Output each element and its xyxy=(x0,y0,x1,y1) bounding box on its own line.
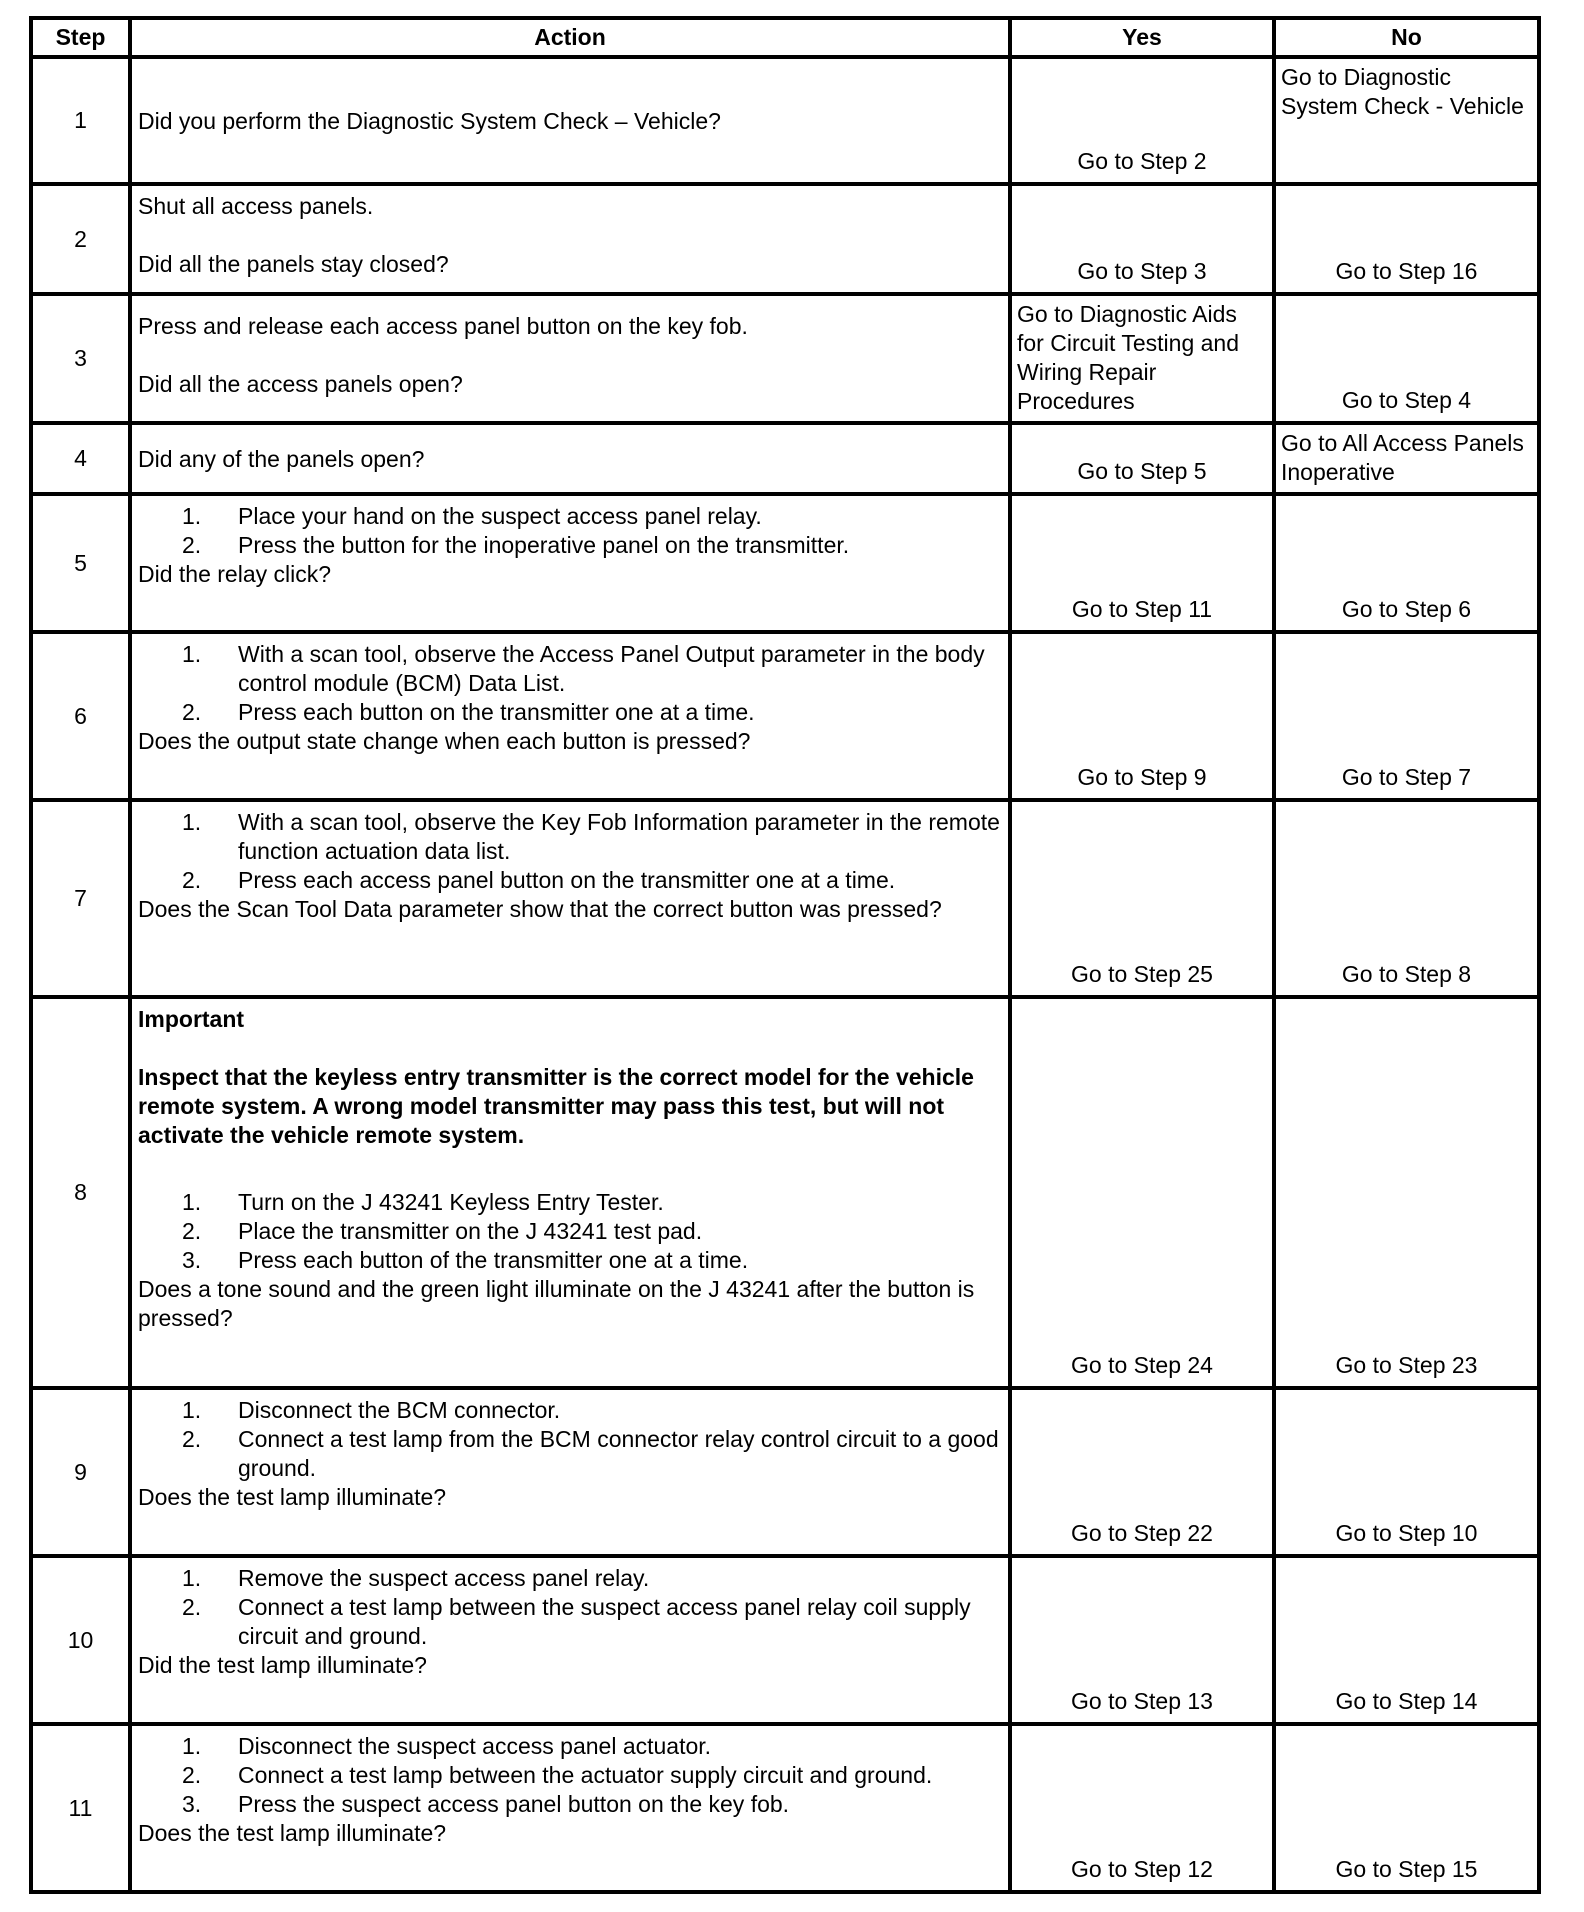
action-cell xyxy=(130,57,1010,184)
no-cell: Go to Step 15 xyxy=(1274,1724,1539,1892)
action-cell xyxy=(130,632,1010,800)
no-cell: Go to Step 23 xyxy=(1274,997,1539,1388)
list-item: 1. Disconnect the BCM connector. xyxy=(182,1397,561,1423)
action-steps xyxy=(138,1732,1002,1819)
no-cell: Go to Step 4 xyxy=(1274,294,1539,423)
action-steps xyxy=(138,640,1002,727)
action-cell xyxy=(130,1388,1010,1556)
action-question: Did all the panels stay closed? xyxy=(138,251,449,277)
yes-cell: Go to Step 24 xyxy=(1010,997,1274,1388)
table-row xyxy=(31,184,1539,294)
action-steps xyxy=(138,1564,1002,1651)
action-question: Did the relay click? xyxy=(138,561,332,587)
step-number: 5 xyxy=(31,494,130,632)
step-number: 9 xyxy=(31,1388,130,1556)
action-cell xyxy=(130,1556,1010,1724)
list-item: 2. Connect a test lamp from the BCM connector relay control circuit to a good ground. xyxy=(182,1426,999,1481)
table-row xyxy=(31,1724,1539,1892)
action-cell xyxy=(130,1724,1010,1892)
list-item: 1. Turn on the J 43241 Keyless Entry Tester. xyxy=(182,1189,664,1215)
diagnostic-table xyxy=(29,16,1541,1894)
step-number: 8 xyxy=(31,997,130,1388)
yes-cell: Go to Step 25 xyxy=(1010,800,1274,997)
table-row xyxy=(31,1388,1539,1556)
yes-cell: Go to Step 5 xyxy=(1010,423,1274,494)
yes-cell: Go to Step 11 xyxy=(1010,494,1274,632)
action-question: Did any of the panels open? xyxy=(138,446,425,472)
action-cell xyxy=(130,294,1010,423)
step-number: 6 xyxy=(31,632,130,800)
list-item: 1. Remove the suspect access panel relay. xyxy=(182,1565,650,1591)
list-item: 2. Press each access panel button on the transmitter one at a time. xyxy=(182,867,896,893)
no-cell: Go to Step 8 xyxy=(1274,800,1539,997)
list-item: 3. Press the suspect access panel button on the key fob. xyxy=(182,1791,790,1817)
table-row xyxy=(31,632,1539,800)
list-item: 2. Connect a test lamp between the suspect access panel relay coil supply circuit and ground. xyxy=(182,1594,971,1649)
no-cell: Go to Diagnostic System Check - Vehicle xyxy=(1274,57,1539,184)
no-cell: Go to Step 7 xyxy=(1274,632,1539,800)
action-intro: Shut all access panels. xyxy=(138,193,374,219)
list-item: 3. Press each button of the transmitter one at a time. xyxy=(182,1247,749,1273)
list-item: 1. Disconnect the suspect access panel actuator. xyxy=(182,1733,712,1759)
yes-cell: Go to Step 3 xyxy=(1010,184,1274,294)
no-cell: Go to Step 6 xyxy=(1274,494,1539,632)
action-steps xyxy=(138,1396,1002,1483)
no-cell: Go to Step 14 xyxy=(1274,1556,1539,1724)
no-cell: Go to Step 10 xyxy=(1274,1388,1539,1556)
list-item: 2. Press each button on the transmitter one at a time. xyxy=(182,699,755,725)
action-cell xyxy=(130,423,1010,494)
step-number: 4 xyxy=(31,423,130,494)
step-number: 7 xyxy=(31,800,130,997)
header-row xyxy=(31,18,1539,57)
table-row xyxy=(31,494,1539,632)
table-row xyxy=(31,1556,1539,1724)
action-question: Does a tone sound and the green light illuminate on the J 43241 after the button is pressed? xyxy=(138,1276,975,1331)
action-cell xyxy=(130,997,1010,1388)
no-cell: Go to Step 16 xyxy=(1274,184,1539,294)
step-number: 11 xyxy=(31,1724,130,1892)
list-item: 1. Place your hand on the suspect access panel relay. xyxy=(182,503,762,529)
header-action: Action xyxy=(130,18,1010,57)
action-steps xyxy=(138,502,1002,560)
action-intro: Press and release each access panel button on the key fob. xyxy=(138,313,748,339)
action-question: Did the test lamp illuminate? xyxy=(138,1652,427,1678)
action-question: Does the test lamp illuminate? xyxy=(138,1820,447,1846)
important-text: Inspect that the keyless entry transmitter is the correct model for the vehicle remote system. A wrong model transmitter may pass this test, but will not activate the vehicle remote system. xyxy=(138,1064,974,1148)
list-item: 2. Connect a test lamp between the actuator supply circuit and ground. xyxy=(182,1762,933,1788)
action-question: Did all the access panels open? xyxy=(138,371,463,397)
yes-cell: Go to Step 2 xyxy=(1010,57,1274,184)
table-row xyxy=(31,997,1539,1388)
list-item: 1. With a scan tool, observe the Key Fob Information parameter in the remote function actuation data list. xyxy=(182,809,1000,864)
yes-cell: Go to Step 12 xyxy=(1010,1724,1274,1892)
action-question: Did you perform the Diagnostic System Check – Vehicle? xyxy=(138,108,721,134)
header-step: Step xyxy=(31,18,130,57)
action-question: Does the test lamp illuminate? xyxy=(138,1484,447,1510)
important-title: Important xyxy=(138,1006,245,1032)
action-cell xyxy=(130,800,1010,997)
table-row xyxy=(31,800,1539,997)
action-steps xyxy=(138,1188,1002,1275)
list-item: 2. Place the transmitter on the J 43241 test pad. xyxy=(182,1218,703,1244)
header-yes: Yes xyxy=(1010,18,1274,57)
yes-cell: Go to Diagnostic Aids for Circuit Testing and Wiring Repair Procedures xyxy=(1010,294,1274,423)
table-row xyxy=(31,423,1539,494)
table-row xyxy=(31,294,1539,423)
no-cell: Go to All Access Panels Inoperative xyxy=(1274,423,1539,494)
header-no: No xyxy=(1274,18,1539,57)
yes-cell: Go to Step 13 xyxy=(1010,1556,1274,1724)
list-item: 2. Press the button for the inoperative panel on the transmitter. xyxy=(182,532,850,558)
yes-cell: Go to Step 22 xyxy=(1010,1388,1274,1556)
list-item: 1. With a scan tool, observe the Access Panel Output parameter in the body control module (BCM) Data List. xyxy=(182,641,985,696)
step-number: 10 xyxy=(31,1556,130,1724)
action-question: Does the output state change when each button is pressed? xyxy=(138,728,751,754)
action-cell xyxy=(130,184,1010,294)
step-number: 1 xyxy=(31,57,130,184)
table-row xyxy=(31,57,1539,184)
action-cell xyxy=(130,494,1010,632)
yes-cell: Go to Step 9 xyxy=(1010,632,1274,800)
step-number: 2 xyxy=(31,184,130,294)
step-number: 3 xyxy=(31,294,130,423)
action-steps xyxy=(138,808,1002,895)
action-question: Does the Scan Tool Data parameter show that the correct button was pressed? xyxy=(138,896,942,922)
